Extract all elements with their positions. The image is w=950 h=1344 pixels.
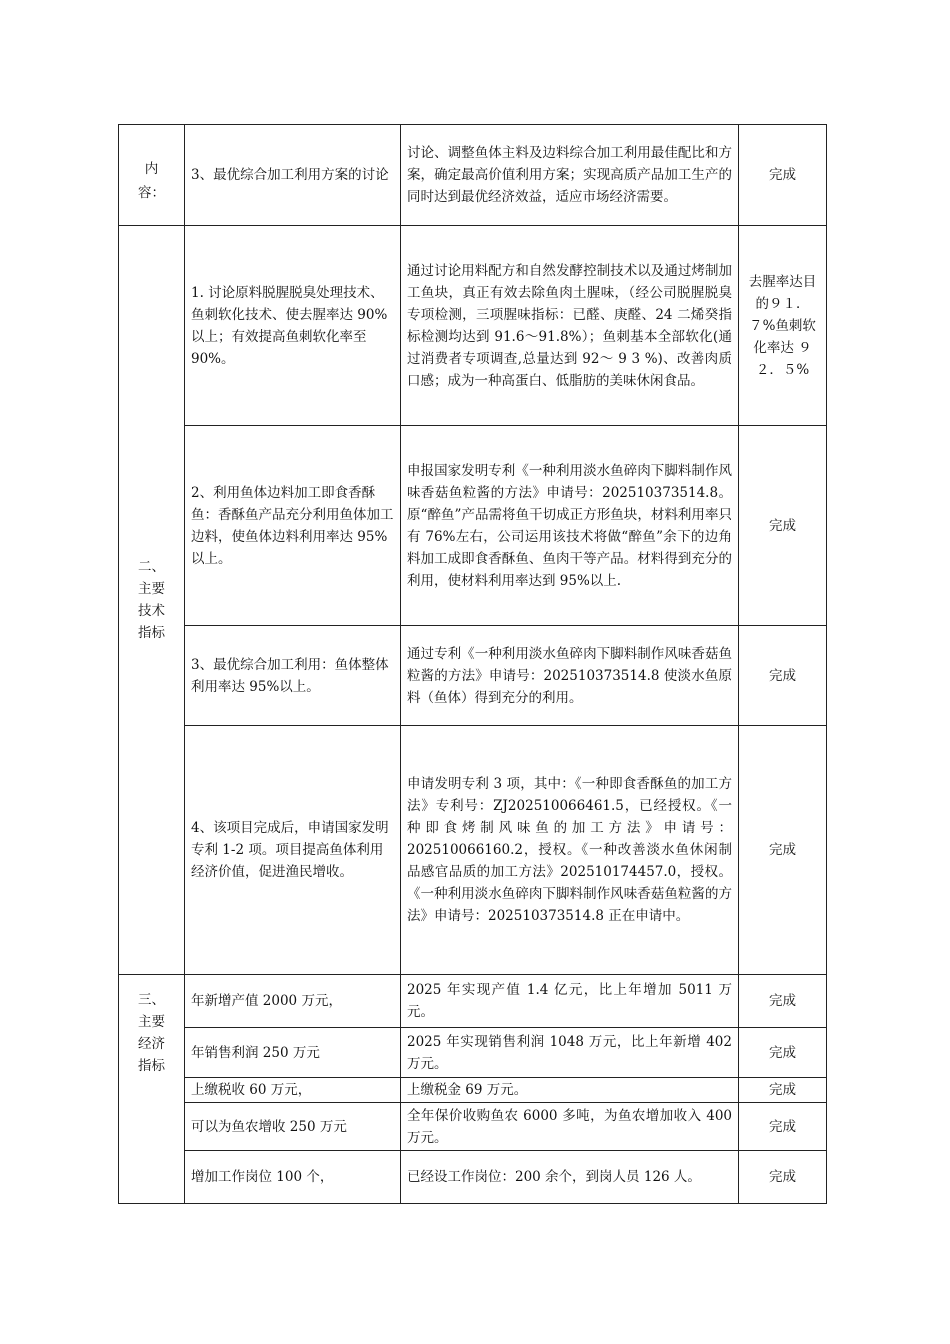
table-row xyxy=(119,125,827,226)
status-cell: 完成 xyxy=(739,1028,827,1078)
category-line: 主要 xyxy=(138,1014,165,1030)
table-row xyxy=(119,626,827,726)
category-line: 三、 xyxy=(138,992,165,1008)
status-cell: 完成 xyxy=(739,1078,827,1103)
detail-cell: 通过讨论用料配方和自然发酵控制技术以及通过烤制加工鱼块，真正有效去除鱼肉土腥味，（经公司脱腥脱臭专项检测，三项腥味指标：已醛、庚醛、24 二烯癸指标检测均达到 91.6～91.8%）；鱼刺基本全部软化(通过消费者专项调查,总量达到 92～ 9 3 %)、改善肉质口感；成为一种高蛋白、低脂肪的美味休闲食品。 xyxy=(401,226,739,426)
category-line: 内 xyxy=(144,161,159,177)
detail-cell: 通过专利《一种利用淡水鱼碎肉下脚料制作风味香菇鱼粒酱的方法》申请号：202510373514.8 使淡水鱼原料（鱼体）得到充分的利用。 xyxy=(401,626,739,726)
status-cell: 完成 xyxy=(739,726,827,975)
status-cell: 去腥率达目的９１．７%鱼刺软化率达 ９２．５% xyxy=(739,226,827,426)
requirement-cell: 2、利用鱼体边料加工即食香酥鱼：香酥鱼产品充分利用鱼体加工边料，使鱼体边料利用率达 95%以上。 xyxy=(185,426,401,626)
category-line: 主要 xyxy=(138,581,165,597)
category-line: 二、 xyxy=(138,559,165,575)
status-cell: 完成 xyxy=(739,975,827,1028)
status-cell: 完成 xyxy=(739,626,827,726)
status-cell: 完成 xyxy=(739,125,827,226)
category-cell-content xyxy=(119,125,185,226)
detail-cell: 讨论、调整鱼体主料及边料综合加工利用最佳配比和方案，确定最高价值利用方案；实现高质产品加工生产的同时达到最优经济效益，适应市场经济需要。 xyxy=(401,125,739,226)
requirement-cell: 上缴税收 60 万元， xyxy=(185,1078,401,1103)
category-cell-tech xyxy=(119,226,185,975)
table-row xyxy=(119,1028,827,1078)
table-row xyxy=(119,1103,827,1151)
category-line: 指标 xyxy=(138,1058,165,1074)
category-line: 经济 xyxy=(138,1036,165,1052)
status-cell: 完成 xyxy=(739,1103,827,1151)
detail-cell: 申报国家发明专利《一种利用淡水鱼碎肉下脚料制作风味香菇鱼粒酱的方法》申请号：202510373514.8。原“醉鱼”产品需将鱼干切成正方形鱼块，材料利用率只有 76%左右，公司运用该技术将做“醉鱼”余下的边角料加工成即食香酥鱼、鱼肉干等产品。材料得到充分的利用，使材料利用率达到 95%以上. xyxy=(401,426,739,626)
requirement-cell: 年销售利润 250 万元 xyxy=(185,1028,401,1078)
detail-cell: 上缴税金 69 万元。 xyxy=(401,1078,739,1103)
table-row xyxy=(119,426,827,626)
requirement-cell: 增加工作岗位 100 个， xyxy=(185,1151,401,1204)
table-row xyxy=(119,1078,827,1103)
category-line: 容： xyxy=(138,185,165,201)
status-cell: 完成 xyxy=(739,426,827,626)
indicator-table xyxy=(118,124,827,1204)
category-line: 技术 xyxy=(138,603,165,619)
detail-cell: 2025 年实现销售利润 1048 万元，比上年新增 402 万元。 xyxy=(401,1028,739,1078)
table-row xyxy=(119,726,827,975)
category-cell-econ xyxy=(119,975,185,1204)
detail-cell: 全年保价收购鱼农 6000 多吨，为鱼农增加收入 400 万元。 xyxy=(401,1103,739,1151)
table-row xyxy=(119,226,827,426)
status-cell: 完成 xyxy=(739,1151,827,1204)
table-row xyxy=(119,1151,827,1204)
requirement-cell: 4、该项目完成后，申请国家发明专利 1-2 项。项目提高鱼体利用经济价值，促进渔民增收。 xyxy=(185,726,401,975)
category-line: 指标 xyxy=(138,625,165,641)
detail-cell: 申请发明专利 3 项，其中：《一种即食香酥鱼的加工方法》专利号：ZJ202510066461.5，已经授权。《一种即食烤制风味鱼的加工方法》申请号：202510066160.2，授权。《一种改善淡水鱼休闲制品感官品质的加工方法》202510174457.0，授权。《一种利用淡水鱼碎肉下脚料制作风味香菇鱼粒酱的方法》申请号：202510373514.8 正在申请中。 xyxy=(401,726,739,975)
requirement-cell: 年新增产值 2000 万元， xyxy=(185,975,401,1028)
detail-cell: 2025 年实现产值 1.4 亿元，比上年增加 5011 万元。 xyxy=(401,975,739,1028)
detail-cell: 已经设工作岗位：200 余个，到岗人员 126 人。 xyxy=(401,1151,739,1204)
requirement-cell: 3、最优综合加工利用方案的讨论 xyxy=(185,125,401,226)
requirement-cell: 3、最优综合加工利用：鱼体整体利用率达 95%以上。 xyxy=(185,626,401,726)
requirement-cell: 可以为鱼农增收 250 万元 xyxy=(185,1103,401,1151)
table-row xyxy=(119,975,827,1028)
requirement-cell: 1. 讨论原料脱腥脱臭处理技术、鱼刺软化技术、使去腥率达 90%以上；有效提高鱼刺软化率至 90%。 xyxy=(185,226,401,426)
